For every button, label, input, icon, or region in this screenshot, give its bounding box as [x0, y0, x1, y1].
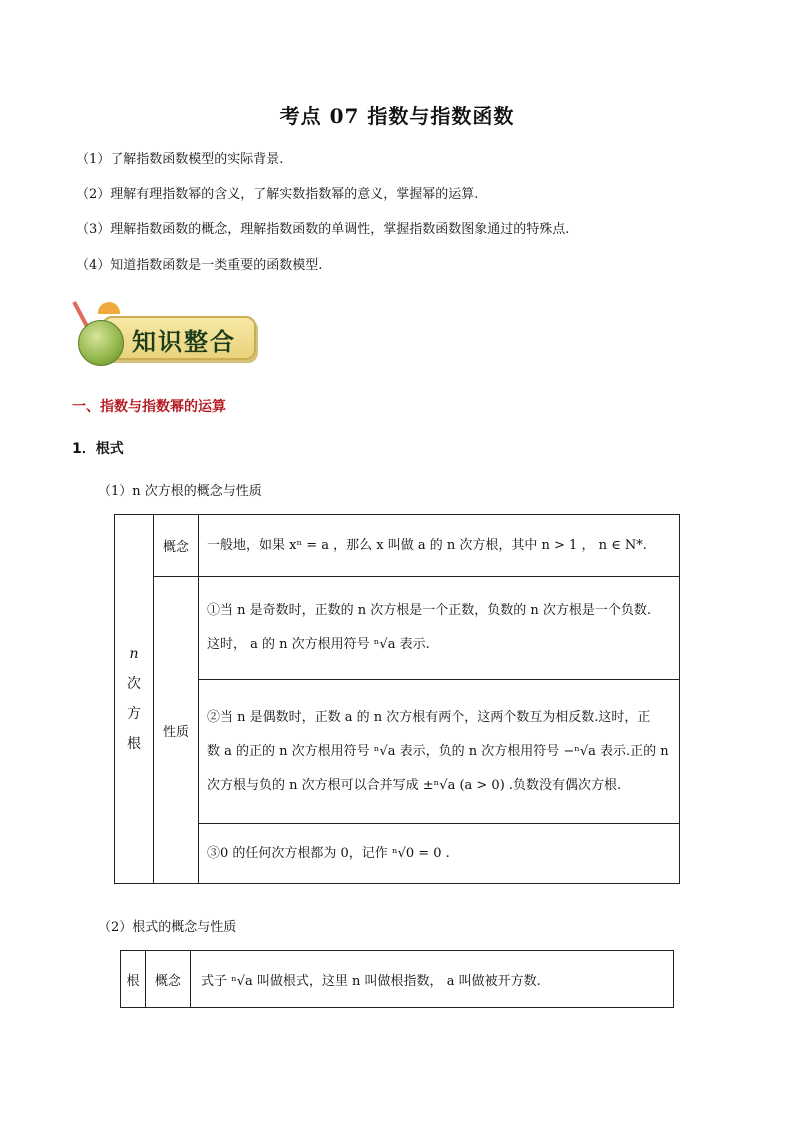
- property-2-line-1: ②当 n 是偶数时，正数 a 的 n 次方根有两个，这两个数互为相反数.这时，正: [207, 709, 651, 725]
- sub-heading-2: （2）根式的概念与性质: [98, 920, 237, 935]
- sub-heading-1: （1）n 次方根的概念与性质: [98, 484, 262, 499]
- radical-concept-label: 概念: [146, 951, 191, 1008]
- property-1-line-2: 这时， a 的 n 次方根用符号 ⁿ√a 表示.: [207, 637, 430, 652]
- objective-4: （4）知道指数函数是一类重要的函数模型.: [76, 258, 323, 273]
- section-heading: 一、指数与指数幂的运算: [72, 399, 226, 415]
- objective-2: （2）理解有理指数幂的含义，了解实数指数幂的意义，掌握幂的运算.: [76, 187, 479, 202]
- property-2-line-3: 次方根与负的 n 次方根可以合并写成 ±ⁿ√a (a > 0) .负数没有偶次方根.: [207, 777, 622, 793]
- radical-table: [120, 950, 674, 1008]
- objective-1: （1）了解指数函数模型的实际背景.: [76, 152, 284, 167]
- knowledge-badge: [74, 298, 254, 368]
- objective-3: （3）理解指数函数的概念，理解指数函数的单调性，掌握指数函数图象通过的特殊点.: [76, 222, 570, 237]
- radical-label: 根: [121, 951, 146, 1008]
- outer-label-3: 方: [127, 706, 141, 722]
- concept-label: 概念: [154, 515, 199, 577]
- property-1-line-1: ①当 n 是奇数时，正数的 n 次方根是一个正数，负数的 n 次方根是一个负数.: [207, 603, 652, 618]
- coconut-icon: [78, 320, 124, 366]
- property-1: [199, 577, 680, 680]
- outer-label-n: n: [129, 646, 139, 662]
- radical-concept-text: 式子 ⁿ√a 叫做根式，这里 n 叫做根指数， a 叫做被开方数.: [191, 951, 674, 1008]
- outer-label-4: 根: [127, 736, 141, 752]
- badge-label: 知识整合: [132, 328, 236, 356]
- property-3: ③0 的任何次方根都为 0，记作 ⁿ√0 = 0 .: [199, 824, 680, 884]
- property-2: [199, 680, 680, 824]
- property-2-line-2: 数 a 的正的 n 次方根用符号 ⁿ√a 表示，负的 n 次方根用符号 −ⁿ√a 表示.正的 n: [207, 743, 669, 759]
- outer-label-cell: [115, 515, 154, 884]
- subsection-heading: 1．根式: [72, 441, 124, 457]
- umbrella-icon: [98, 302, 120, 314]
- page-title: 考点 07 指数与指数函数: [279, 104, 515, 128]
- nth-root-table: [114, 514, 680, 884]
- badge-ribbon: [102, 316, 256, 360]
- outer-label-2: 次: [127, 676, 141, 692]
- property-label: 性质: [154, 577, 199, 884]
- concept-text: 一般地，如果 xⁿ = a ，那么 x 叫做 a 的 n 次方根，其中 n > 1 ， n ∈ N*.: [199, 515, 680, 577]
